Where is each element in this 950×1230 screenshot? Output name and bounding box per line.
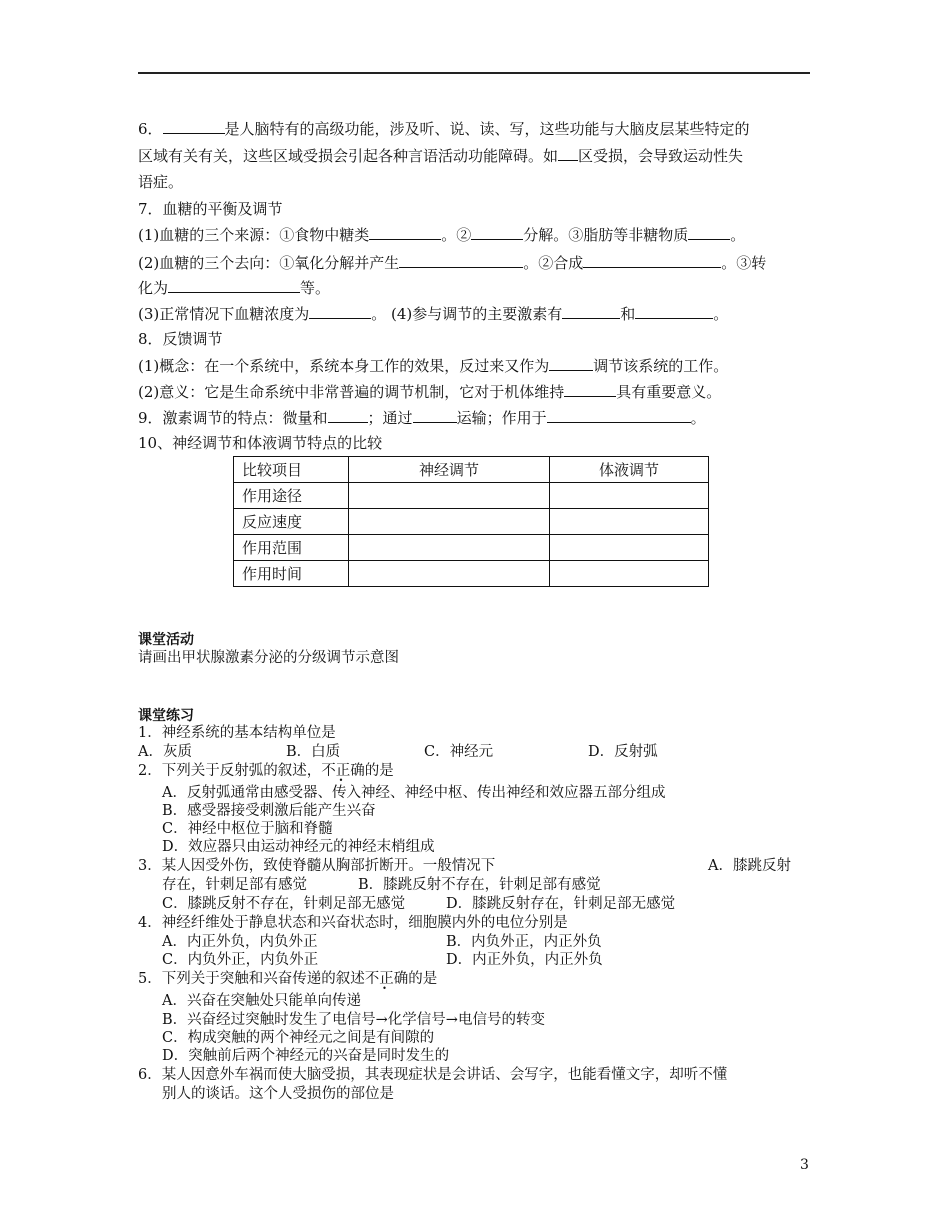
table-cell	[550, 561, 709, 587]
page-number: 3	[800, 1157, 809, 1173]
fill-q6-line1: 6． 是人脑特有的高级功能，涉及听、说、读、写，这些功能与大脑皮层某些特定的	[138, 120, 750, 138]
fill-q8-title: 8．反馈调节	[138, 330, 223, 348]
q6-line2: 别人的谈话。这个人受损伤的部位是	[162, 1086, 394, 1102]
activity-heading: 课堂活动	[138, 632, 194, 648]
fill-q7-line4: (3)正常情况下血糖浓度为 。 (4)参与调节的主要激素有 和 。	[138, 305, 729, 323]
table-cell	[349, 561, 550, 587]
table-row	[234, 561, 709, 587]
table-cell	[550, 483, 709, 509]
q5-option-d: D．突触前后两个神经元的兴奋是同时发生的	[162, 1048, 450, 1064]
fill-q7-line2: (2)血糖的三个去向：①氧化分解并产生 。②合成 。③转	[138, 254, 767, 272]
fill-q6-line3: 语症。	[138, 173, 184, 191]
q2-option-b: B．感受器接受刺激后能产生兴奋	[162, 803, 376, 819]
table-header-row	[234, 457, 709, 483]
table-row-label: 作用途径	[234, 483, 349, 509]
table-header-cell: 比较项目	[234, 457, 349, 483]
fill-q9: 9．激素调节的特点：微量和 ；通过 运输；作用于 。	[138, 409, 706, 427]
q1-options: A．灰质 B．白质 C．神经元 D．反射弧	[138, 744, 658, 760]
table-row	[234, 483, 709, 509]
q4-options-ab: A．内正外负，内负外正 B．内负外正，内正外负	[162, 934, 602, 950]
fill-q7-line1: (1)血糖的三个来源：①食物中糖类 。② 分解。③脂肪等非糖物质 。	[138, 226, 746, 244]
q5-option-c: C．构成突触的两个神经元之间是有间隙的	[162, 1030, 435, 1046]
table-row	[234, 509, 709, 535]
q5-option-b: B．兴奋经过突触时发生了电信号→化学信号→电信号的转变	[162, 1012, 545, 1028]
table-cell	[550, 535, 709, 561]
q3-option-a-start: A．膝跳反射	[708, 858, 791, 874]
table-row-label: 反应速度	[234, 509, 349, 535]
fill-q7-title: 7．血糖的平衡及调节	[138, 200, 283, 218]
q1-stem: 1．神经系统的基本结构单位是	[138, 725, 336, 741]
table-row-label: 作用时间	[234, 561, 349, 587]
table-cell	[349, 535, 550, 561]
table-cell	[349, 509, 550, 535]
q5-option-a: A．兴奋在突触处只能单向传递	[162, 993, 361, 1009]
q4-options-cd: C．内负外正，内负外正 D．内正外负，内正外负	[162, 952, 603, 968]
q2-option-c: C．神经中枢位于脑和脊髓	[162, 821, 333, 837]
comparison-table	[233, 456, 709, 587]
practice-heading: 课堂练习	[138, 708, 194, 724]
fill-q10-title: 10、神经调节和体液调节特点的比较	[138, 434, 383, 452]
q2-option-a: A．反射弧通常由感受器、传入神经、神经中枢、传出神经和效应器五部分组成	[162, 785, 666, 801]
fill-q7-line3: 化为 等。	[138, 279, 331, 297]
table-header-cell: 神经调节	[349, 457, 550, 483]
table-cell	[550, 509, 709, 535]
header-rule	[138, 72, 810, 74]
table-row-label: 作用范围	[234, 535, 349, 561]
fill-q6-line2: 区域有关有关，这些区域受损会引起各种言语活动功能障碍。如 区受损，会导致运动性失	[138, 147, 744, 165]
table-cell	[349, 483, 550, 509]
q2-option-d: D．效应器只由运动神经元的神经末梢组成	[162, 839, 435, 855]
q4-stem: 4．神经纤维处于静息状态和兴奋状态时，细胞膜内外的电位分别是	[138, 915, 568, 931]
table-row	[234, 535, 709, 561]
activity-text: 请画出甲状腺激素分泌的分级调节示意图	[138, 650, 399, 666]
q3-stem: 3．某人因受外伤，致使脊髓从胸部折断开。一般情况下	[138, 858, 496, 874]
fill-q8-line2: (2)意义：它是生命系统中非常普遍的调节机制，它对于机体维持 具有重要意义。	[138, 383, 722, 401]
q6-line1: 6．某人因意外车祸而使大脑受损，其表现症状是会讲话、会写字，也能看懂文字，却听不懂	[138, 1067, 728, 1083]
q2-stem: 2．下列关于反射弧的叙述，不正确的是	[138, 763, 394, 779]
fill-q8-line1: (1)概念：在一个系统中，系统本身工作的效果，反过来又作为 调节该系统的工作。	[138, 357, 729, 375]
q5-stem: 5．下列关于突触和兴奋传递的叙述不正确的是	[138, 971, 438, 987]
q3-options-ab: 存在，针刺足部有感觉 B．膝跳反射不存在，针刺足部有感觉	[162, 877, 601, 893]
q3-options-cd: C．膝跳反射不存在，针刺足部无感觉 D．膝跳反射存在，针刺足部无感觉	[162, 896, 676, 912]
table-header-cell: 体液调节	[550, 457, 709, 483]
